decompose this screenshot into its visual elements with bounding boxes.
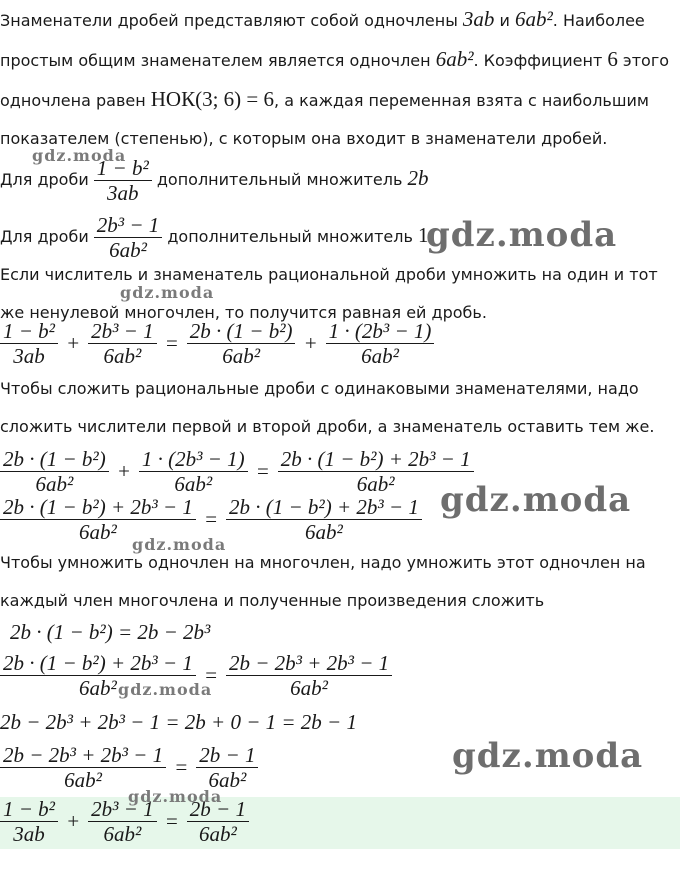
fraction	[94, 157, 152, 204]
watermark: gdz.moda	[128, 787, 223, 806]
operator: =	[255, 459, 270, 483]
numerator: 2b · (1 − b²) + 2b³ − 1	[278, 448, 474, 472]
math-monomial: 6ab²	[515, 7, 553, 31]
denominator: 3ab	[107, 181, 139, 205]
text: Для дроби	[0, 227, 94, 246]
numerator: 2b³ − 1	[88, 320, 156, 344]
math-monomial: 6ab²	[435, 47, 474, 71]
operator: =	[174, 755, 189, 779]
math-multiplier: 1	[417, 223, 429, 247]
operator: =	[203, 663, 219, 687]
numerator: 1 · (2b³ − 1)	[139, 448, 248, 472]
numerator: 1 − b²	[94, 157, 152, 181]
numerator: 2b − 2b³ + 2b³ − 1	[226, 652, 392, 676]
multiply-paragraph: Чтобы умножить одночлен на многочлен, надо умножить этот одночлен на каждый член многочлена и полученные произведения сложить	[0, 553, 646, 610]
denominator: 6ab²	[222, 344, 261, 368]
watermark: gdz.moda	[118, 680, 213, 699]
fraction	[278, 448, 474, 495]
numerator: 2b − 2b³ + 2b³ − 1	[0, 744, 166, 768]
fraction	[0, 448, 109, 495]
denominator: 6ab²	[305, 520, 343, 544]
math-multiplier: 2b	[407, 166, 429, 190]
intro-paragraph	[0, 0, 676, 158]
equation-simplify: 2b − 2b³ + 2b³ − 1 = 2b + 0 − 1 = 2b − 1	[0, 710, 357, 734]
denominator: 3ab	[13, 822, 45, 846]
denominator: 6ab²	[361, 344, 399, 368]
fraction	[88, 798, 156, 845]
fraction	[226, 496, 422, 543]
text: дополнительный множитель	[151, 170, 408, 189]
fraction	[326, 320, 435, 367]
text: этого одночлена равен	[0, 51, 670, 110]
fraction	[0, 744, 166, 791]
numerator: 2b · (1 − b²)	[187, 320, 296, 344]
numerator: 2b − 1	[196, 744, 258, 768]
fraction	[226, 652, 392, 699]
text: . Наиболее простым общим знаменателем является одночлен	[0, 11, 645, 70]
fraction	[187, 798, 249, 845]
denominator: 6ab²	[290, 676, 328, 700]
operator: =	[203, 507, 219, 531]
watermark: gdz.moda	[132, 535, 227, 554]
text: дополнительный множитель	[162, 227, 418, 246]
watermark: gdz.moda	[440, 480, 632, 520]
numerator: 2b · (1 − b²)	[0, 448, 109, 472]
equation-restate	[0, 496, 422, 543]
denominator: 6ab²	[208, 768, 247, 792]
text: и	[494, 11, 515, 30]
add-fractions-paragraph: Чтобы сложить рациональные дроби с одинаковыми знаменателями, надо сложить числители первой и второй дроби, а знаменатель оставить тем же.	[0, 379, 655, 436]
fraction	[0, 798, 58, 845]
operator: +	[65, 809, 81, 833]
answer-equation	[0, 798, 249, 845]
math-monomial: 3ab	[462, 7, 495, 31]
equation-common-denominator	[0, 320, 434, 367]
denominator: 6ab²	[103, 822, 142, 846]
operator: =	[164, 809, 179, 833]
equation-result	[0, 744, 258, 791]
denominator: 6ab²	[109, 238, 147, 262]
numerator: 1 − b²	[0, 320, 58, 344]
numerator: 1 · (2b³ − 1)	[326, 320, 435, 344]
equation-substitute	[0, 652, 392, 699]
denominator: 3ab	[13, 344, 45, 368]
watermark: gdz.moda	[32, 146, 127, 165]
numerator: 2b · (1 − b²) + 2b³ − 1	[226, 496, 422, 520]
fraction	[0, 652, 196, 699]
text: Знаменатели дробей представляют собой одночлены	[0, 11, 463, 30]
fraction	[0, 320, 58, 367]
math-lcm: НОК(3; 6) = 6	[150, 87, 275, 111]
fraction-1-multiplier-line	[0, 150, 676, 208]
operator: +	[65, 331, 81, 355]
text: . Коэффициент	[473, 51, 608, 70]
numerator: 2b³ − 1	[88, 798, 156, 822]
operator: +	[303, 331, 318, 355]
equation-add-numerators	[0, 448, 474, 495]
fraction	[139, 448, 248, 495]
math-number: 6	[607, 47, 618, 71]
operator: +	[116, 459, 131, 483]
rule-paragraph: Если числитель и знаменатель рациональной дроби умножить на один и тот же ненулевой многочлен, то получится равная ей дробь.	[0, 265, 658, 322]
numerator: 2b · (1 − b²) + 2b³ − 1	[0, 496, 196, 520]
fraction	[187, 320, 296, 367]
text: Для дроби	[0, 170, 94, 189]
denominator: 6ab²	[79, 676, 117, 700]
equation-expand: 2b · (1 − b²) = 2b − 2b³	[10, 620, 211, 644]
numerator: 2b · (1 − b²) + 2b³ − 1	[0, 652, 196, 676]
fraction	[94, 214, 162, 261]
denominator: 6ab²	[35, 472, 74, 496]
denominator: 6ab²	[79, 520, 117, 544]
numerator: 1 − b²	[0, 798, 58, 822]
denominator: 6ab²	[103, 344, 142, 368]
denominator: 6ab²	[174, 472, 213, 496]
watermark: gdz.moda	[426, 215, 618, 255]
watermark: gdz.moda	[452, 736, 644, 776]
denominator: 6ab²	[198, 822, 237, 846]
text: , а каждая переменная взята с наибольшим показателем (степенью), с которым она входит в знаменатели дробей.	[0, 91, 649, 148]
fraction	[0, 496, 196, 543]
numerator: 2b − 1	[187, 798, 249, 822]
numerator: 2b³ − 1	[94, 214, 162, 238]
fraction	[196, 744, 258, 791]
watermark: gdz.moda	[120, 283, 215, 302]
denominator: 6ab²	[64, 768, 102, 792]
denominator: 6ab²	[356, 472, 395, 496]
operator: =	[164, 331, 179, 355]
fraction	[88, 320, 156, 367]
